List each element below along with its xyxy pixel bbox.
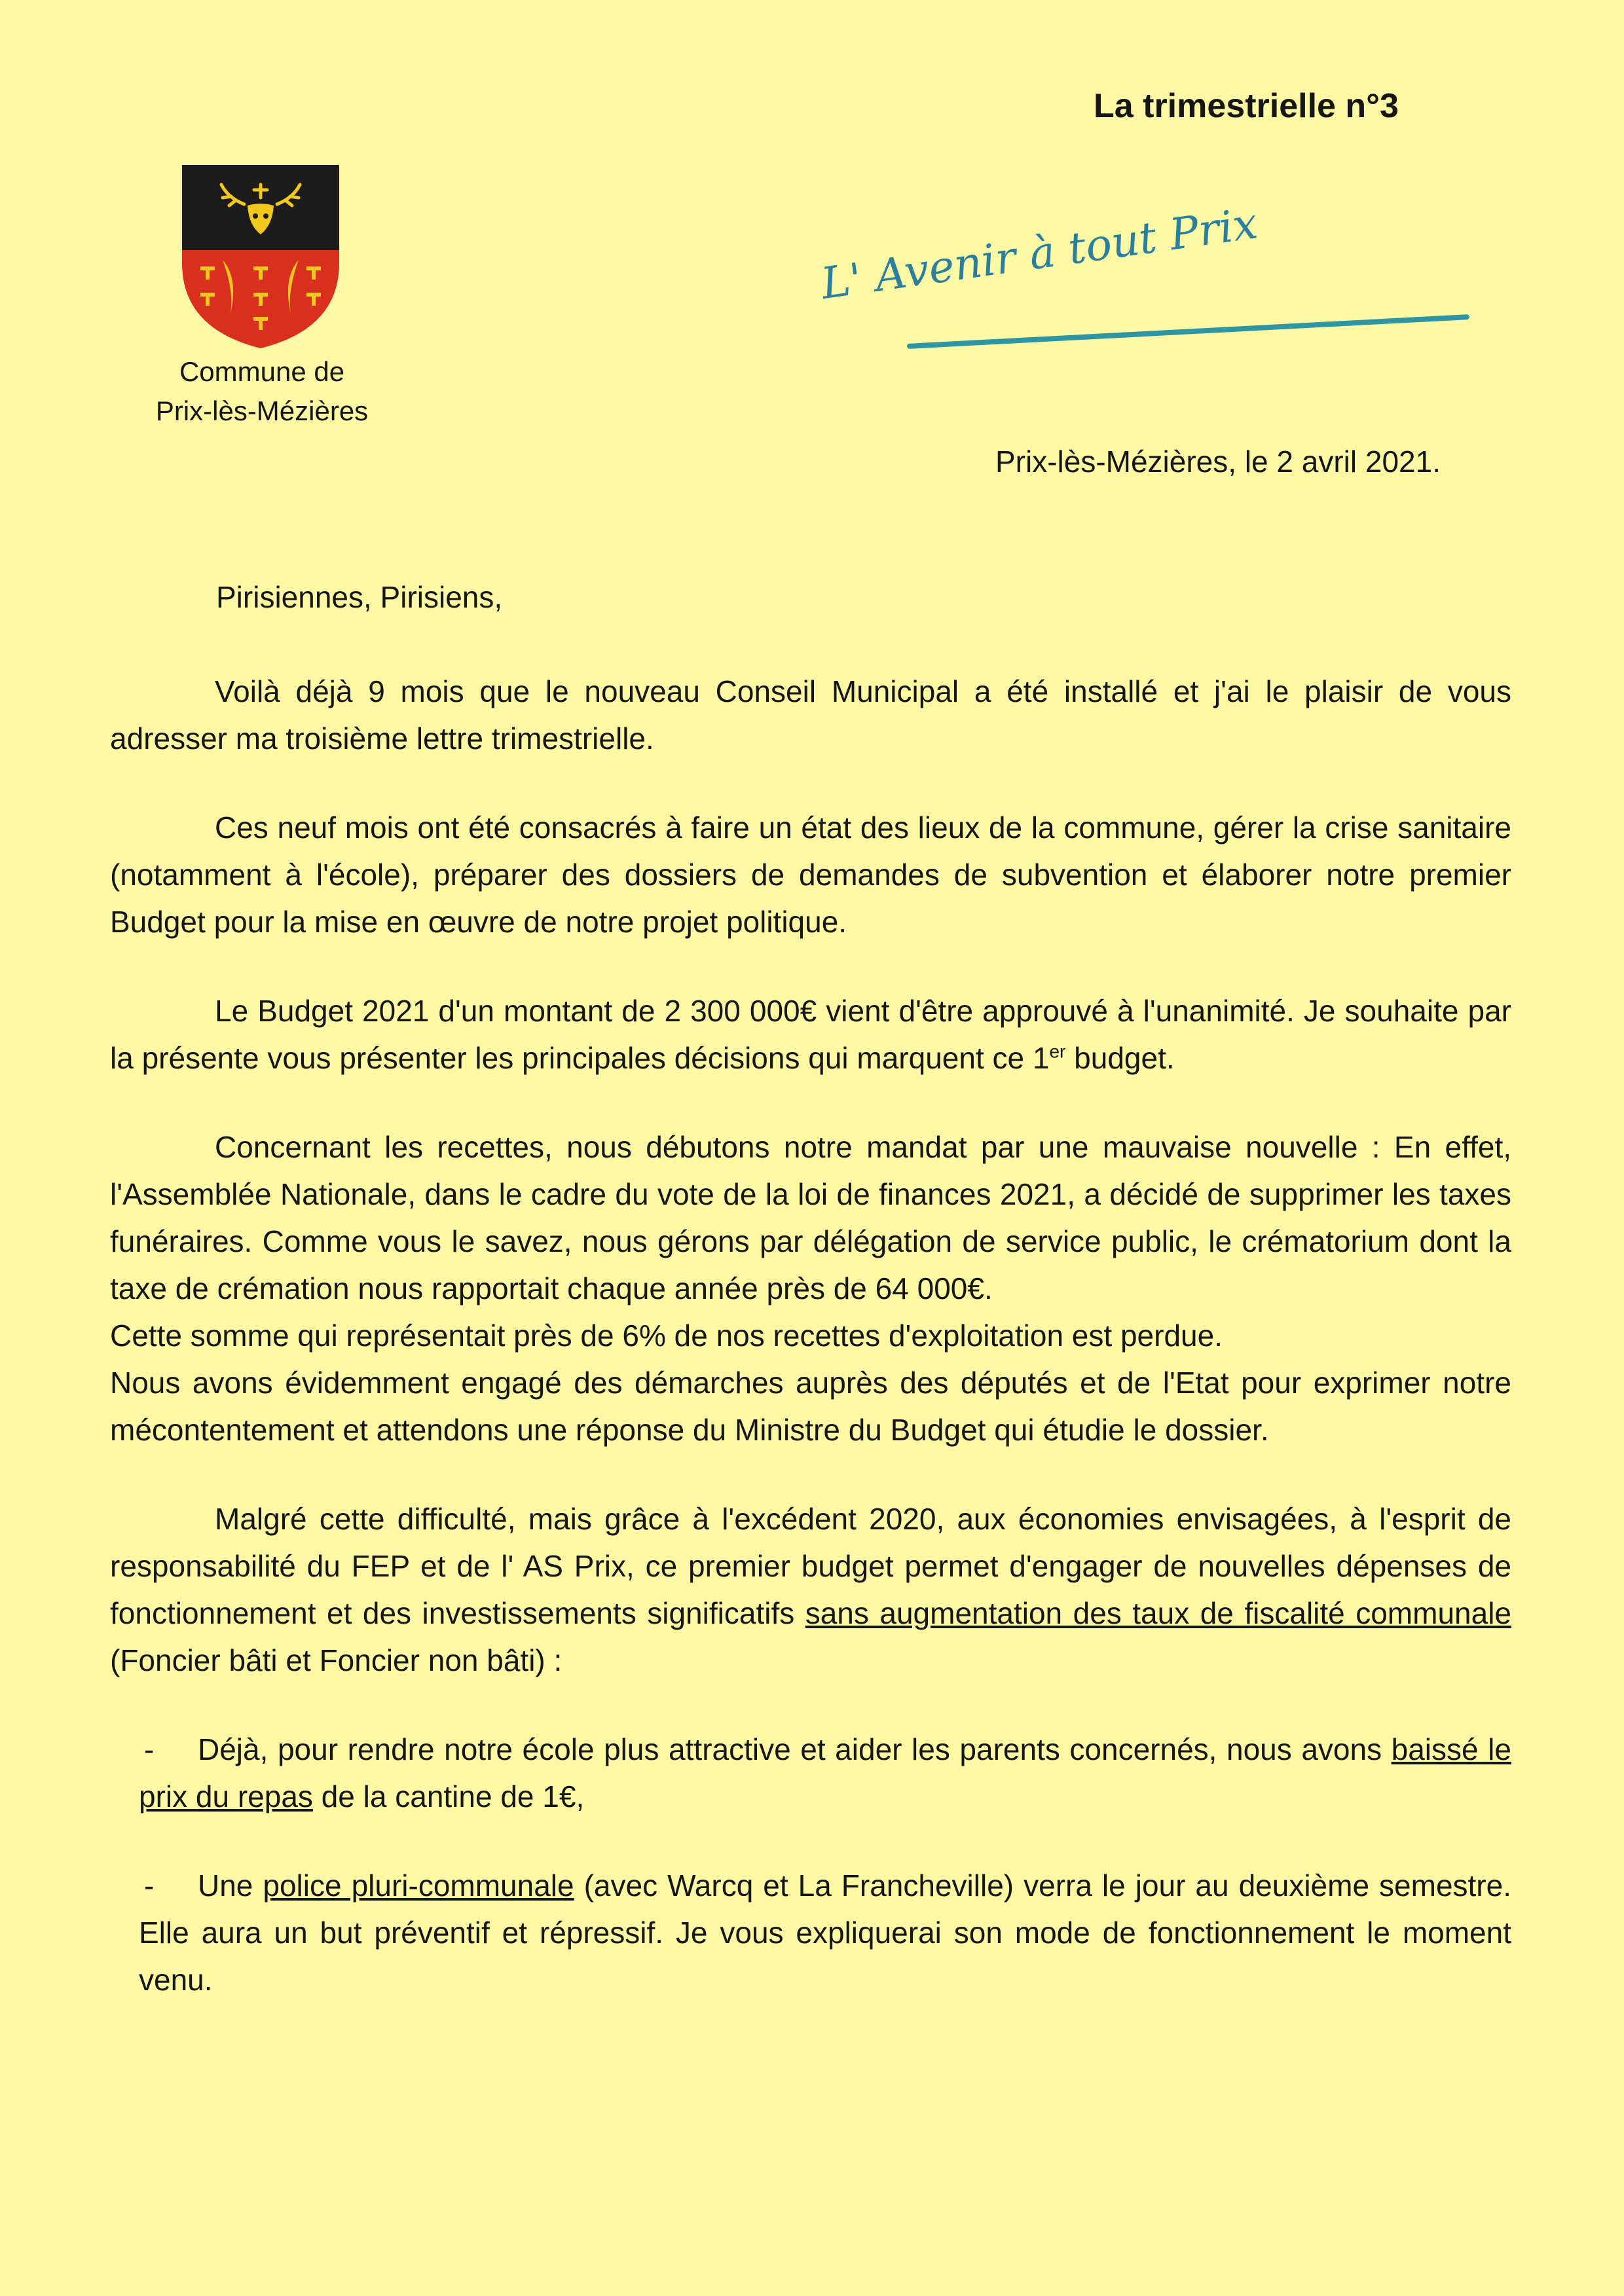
salutation: Pirisiennes, Pirisiens,	[216, 580, 503, 614]
coat-of-arms-logo	[182, 165, 339, 348]
paragraph-4	[110, 1123, 1511, 1312]
bullet-text: Une	[198, 1868, 263, 1903]
paragraph-5-text: Malgré cette difficulté, mais grâce à l'excédent 2020, aux économies envisagées, à l'esprit de responsabilité du FEP et de l' AS Prix, ce premier budget permet d'engager de nouvelles dépenses de fonctionnement et des investissements significatifs	[110, 1502, 1511, 1630]
bullet-underlined: baissé le prix du repas	[139, 1732, 1511, 1813]
slogan-text: L' Avenir à tout Prix	[818, 198, 1261, 309]
bullet-dash: -	[144, 1868, 155, 1903]
paragraph-4c: Nous avons évidemment engagé des démarches auprès des députés et de l'Etat pour exprimer notre mécontentement et attendons une réponse du Ministre du Budget qui étudie le dossier.	[110, 1366, 1511, 1447]
paragraph-5-end: (Foncier bâti et Foncier non bâti) :	[110, 1643, 563, 1677]
commune-line-2: Prix-lès-Mézières	[155, 395, 369, 426]
paragraph-3-text: Le Budget 2021 d'un montant de 2 300 000€ vient d'être approuvé à l'unanimité. Je souhaite par la présente vous présenter les principales décisions qui marquent ce 1	[110, 994, 1511, 1075]
letter-body	[110, 668, 1511, 2045]
bullet-dash: -	[144, 1732, 155, 1766]
bullet-item-police	[110, 1862, 1511, 2003]
bullet-text-end: de la cantine de 1€,	[312, 1779, 585, 1813]
slogan-underline	[907, 314, 1469, 349]
paragraph-4-text: Concernant les recettes, nous débutons notre mandat par une mauvaise nouvelle : En effet, l'Assemblée Nationale, dans le cadre du vote de la loi de finances 2021, a décidé de supprimer les taxes funéraires. Comme vous le savez, nous gérons par délégation de service public, le crématorium dont la taxe de crémation nous rapportait chaque année près de 64 000€.	[110, 1130, 1511, 1305]
commune-line-1: Commune de	[179, 356, 345, 387]
ordinal-suffix: er	[1049, 1041, 1066, 1062]
paragraph-3-end: budget.	[1065, 1041, 1175, 1075]
commune-name	[131, 352, 393, 431]
letter-date: Prix-lès-Mézières, le 2 avril 2021.	[995, 445, 1441, 479]
newsletter-title: La trimestrielle n°3	[1094, 87, 1399, 125]
bullet-text: Déjà, pour rendre notre école plus attractive et aider les parents concernés, nous avons	[198, 1732, 1392, 1766]
paragraph-4b: Cette somme qui représentait près de 6% de nos recettes d'exploitation est perdue.	[110, 1319, 1223, 1353]
handwritten-slogan	[818, 193, 1480, 390]
bullet-underlined: police pluri-communale	[263, 1868, 574, 1903]
bullet-item-cantine	[110, 1726, 1511, 1820]
paragraph-2: Ces neuf mois ont été consacrés à faire un état des lieux de la commune, gérer la crise sanitaire (notamment à l'école), préparer des dossiers de demandes de subvention et élaborer notre premier Budget pour la mise en œuvre de notre projet politique.	[110, 811, 1511, 939]
paragraph-5	[110, 1495, 1511, 1684]
bullet-text-end: (avec Warcq et La Francheville) verra le jour au deuxième semestre. Elle aura un but préventif et répressif. Je vous expliquerai son mode de fonctionnement le moment venu.	[139, 1868, 1511, 1997]
underlined-phrase: sans augmentation des taux de fiscalité communale	[805, 1596, 1512, 1630]
paragraph-1: Voilà déjà 9 mois que le nouveau Conseil Municipal a été installé et j'ai le plaisir de vous adresser ma troisième lettre trimestrielle.	[110, 674, 1511, 756]
paragraph-3	[110, 987, 1511, 1082]
